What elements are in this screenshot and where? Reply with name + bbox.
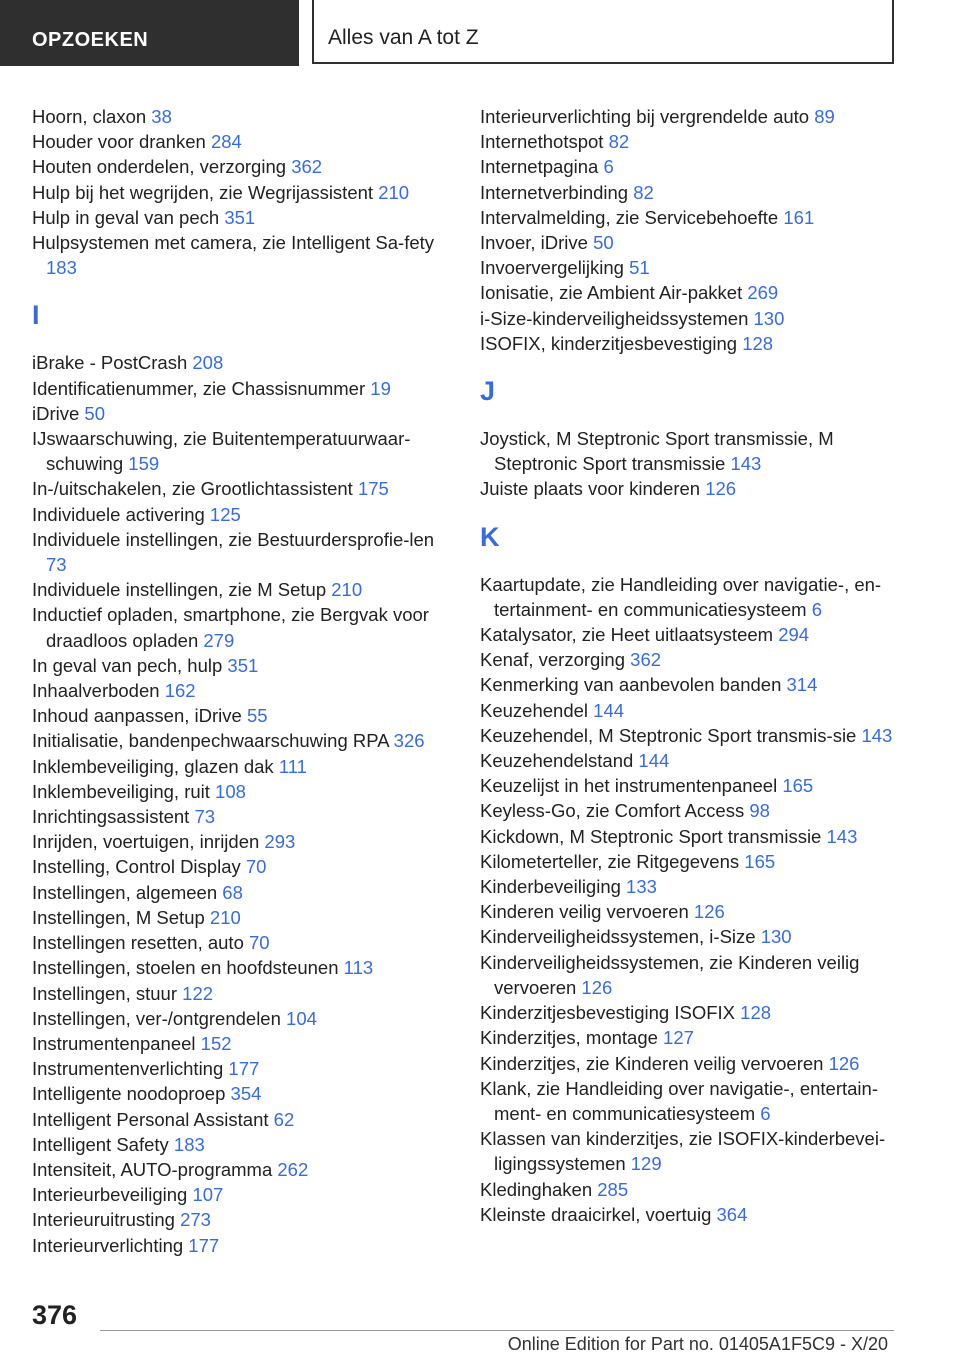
index-entry [32, 502, 452, 527]
page-reference-link[interactable]: 143 [730, 453, 762, 475]
page-reference-link[interactable]: 19 [370, 377, 391, 399]
index-entry-term: Ionisatie, zie Ambient Air-pakket [480, 282, 743, 304]
page-reference-link[interactable]: 128 [742, 332, 774, 354]
index-entry-term: Keyless-Go, zie Comfort Access [480, 800, 745, 822]
index-entry [32, 804, 452, 829]
index-entry [480, 723, 900, 748]
index-entry-term: Intelligent Safety [32, 1133, 169, 1155]
page-reference-link[interactable]: 362 [291, 156, 323, 178]
index-entry [480, 1126, 900, 1176]
index-entry [480, 154, 900, 179]
index-letter-heading: I [32, 300, 40, 331]
index-entry [32, 779, 452, 804]
index-entry [480, 824, 900, 849]
index-entry [480, 798, 900, 823]
index-entry-term: Internethotspot [480, 131, 604, 153]
index-entry-term: Inhaalverboden [32, 680, 160, 702]
index-entry [32, 476, 452, 501]
page-reference-link[interactable]: 6 [811, 598, 823, 620]
index-entry [32, 829, 452, 854]
index-entry-term: Kaartupdate, zie Handleiding over navigatie-, en-tertainment- en communicatiesysteem [480, 573, 882, 620]
index-entry [32, 1233, 452, 1258]
index-entry-term: Keuzehendel [480, 699, 589, 721]
index-entry-term: Inrichtingsassistent [32, 806, 190, 828]
page-reference-link[interactable]: 285 [597, 1178, 629, 1200]
page-reference-link[interactable]: 98 [749, 800, 770, 822]
page-reference-link[interactable]: 159 [128, 453, 160, 475]
index-entry [32, 230, 452, 280]
index-entry-term: Kleinste draaicirkel, voertuig [480, 1203, 712, 1225]
index-entry-term: Kinderzitjes, zie Kinderen veilig vervoeren [480, 1052, 824, 1074]
section-tab[interactable] [0, 0, 299, 66]
page-reference-link[interactable]: 143 [826, 825, 858, 847]
page-reference-link[interactable]: 210 [378, 181, 410, 203]
page-reference-link[interactable]: 183 [46, 257, 77, 279]
page-reference-link[interactable]: 144 [638, 750, 670, 772]
index-entry [32, 205, 452, 230]
index-entry [32, 104, 452, 129]
index-entry [32, 754, 452, 779]
index-entry [480, 129, 900, 154]
index-entry [480, 748, 900, 773]
index-entry [480, 572, 900, 622]
index-entry-term: Kickdown, M Steptronic Sport transmissie [480, 825, 822, 847]
index-entry [32, 955, 452, 980]
page-reference-link[interactable]: 183 [173, 1133, 205, 1155]
index-entry [480, 622, 900, 647]
index-entry-term: Hoorn, claxon [32, 106, 147, 127]
page-reference-link[interactable]: 161 [783, 206, 815, 228]
index-entry [480, 773, 900, 798]
index-entry [32, 1207, 452, 1232]
page-reference-link[interactable]: 269 [747, 282, 779, 304]
index-entry [32, 1031, 452, 1056]
page-reference-link[interactable]: 314 [786, 674, 818, 696]
index-entry-term: ISOFIX, kinderzitjesbevestiging [480, 332, 738, 354]
section-title: OPZOEKEN [32, 29, 149, 51]
page-reference-link[interactable]: 6 [603, 156, 614, 178]
index-entry [480, 1051, 900, 1076]
page-reference-link[interactable]: 70 [245, 856, 267, 878]
index-entry-term: Klassen van kinderzitjes, zie ISOFIX-kinderbevei-ligingssystemen [480, 1128, 886, 1175]
index-entry-term: iDrive [32, 402, 80, 424]
index-entry-term: Kinderzitjesbevestiging ISOFIX [480, 1002, 736, 1024]
index-entry-term: In-/uitschakelen, zie Grootlichtassistent [32, 478, 353, 500]
index-entry [480, 647, 900, 672]
index-entry [32, 401, 452, 426]
index-entry-term: Kinderzitjes, montage [480, 1027, 658, 1049]
index-entry-term: Kinderen veilig vervoeren [480, 901, 689, 923]
index-entry-term: Instellingen, stoelen en hoofdsteunen [32, 957, 339, 979]
index-entry-term: Invoervergelijking [480, 257, 624, 279]
index-entry-term: Keuzelijst in het instrumentenpaneel [480, 775, 778, 797]
index-entry-term: Individuele activering [32, 503, 205, 525]
index-entry-term: Klank, zie Handleiding over navigatie-, entertain-ment- en communicatiesysteem [480, 1077, 878, 1124]
page-reference-link[interactable]: 364 [716, 1203, 748, 1225]
page-reference-link[interactable]: 68 [222, 881, 243, 903]
chapter-header [312, 0, 894, 64]
index-entry-term: Interieuruitrusting [32, 1209, 175, 1231]
page-reference-link[interactable]: 6 [760, 1102, 771, 1124]
index-entry [32, 426, 452, 476]
index-entry-term: iBrake - PostCrash [32, 352, 188, 374]
index-entry [32, 577, 452, 602]
page-reference-link[interactable]: 362 [630, 649, 662, 671]
page-reference-link[interactable]: 143 [861, 724, 893, 746]
page-reference-link[interactable]: 133 [626, 876, 657, 898]
index-entry [32, 678, 452, 703]
index-entry-term: Initialisatie, bandenpechwaarschuwing RPA [32, 730, 389, 752]
index-entry-term: Identificatienummer, zie Chassisnummer [32, 377, 366, 399]
page-reference-link[interactable]: 127 [663, 1027, 694, 1049]
page-reference-link[interactable]: 208 [192, 352, 224, 374]
index-entry [480, 899, 900, 924]
index-entry [480, 924, 900, 949]
page-reference-link[interactable]: 273 [180, 1209, 211, 1231]
page-reference-link[interactable]: 126 [828, 1052, 860, 1074]
page-reference-link[interactable]: 89 [814, 106, 835, 127]
page-reference-link[interactable]: 51 [629, 257, 650, 279]
index-entry-term: Juiste plaats voor kinderen [480, 478, 701, 500]
page-reference-link[interactable]: 354 [230, 1083, 262, 1105]
index-entry-term: Internetpagina [480, 156, 599, 178]
page-reference-link[interactable]: 351 [227, 654, 259, 676]
page-reference-link[interactable]: 113 [343, 957, 374, 979]
index-entry [480, 1202, 900, 1227]
index-column-right [480, 104, 900, 1227]
index-entry-term: Houten onderdelen, verzorging [32, 156, 287, 178]
index-entry-term: Individuele instellingen, zie Bestuurdersprofie-len [32, 528, 435, 550]
page-reference-link[interactable]: 125 [209, 503, 241, 525]
index-entry [32, 854, 452, 879]
index-entry [32, 129, 452, 154]
page-reference-link[interactable]: 126 [705, 478, 737, 500]
index-entry [32, 880, 452, 905]
index-entry-term: Kledinghaken [480, 1178, 593, 1200]
index-entry [480, 1025, 900, 1050]
index-entry [480, 1177, 900, 1202]
index-entry [480, 426, 900, 476]
index-entry-term: Instrumentenverlichting [32, 1058, 224, 1080]
index-entry [480, 849, 900, 874]
index-entry [480, 1000, 900, 1025]
page-reference-link[interactable]: 104 [286, 1007, 317, 1029]
index-entry-term: Inklembeveiliging, ruit [32, 780, 210, 802]
index-entry-term: Keuzehendelstand [480, 750, 634, 772]
page-reference-link[interactable]: 294 [778, 624, 810, 646]
index-entry [480, 331, 900, 356]
index-entry-term: Intensiteit, AUTO-programma [32, 1158, 273, 1180]
page-reference-link[interactable]: 162 [164, 680, 196, 702]
index-entry-term: Intelligente noodoproep [32, 1083, 226, 1105]
page-reference-link[interactable]: 165 [744, 850, 776, 872]
page-reference-link[interactable]: 122 [182, 982, 214, 1004]
chapter-title: Alles van A tot Z [328, 26, 479, 49]
index-entry-term: Houder voor dranken [32, 131, 206, 153]
index-entry-term: Kinderveiligheidssystemen, i-Size [480, 926, 756, 948]
index-entry-term: Instellingen, ver-/ontgrendelen [32, 1007, 281, 1029]
index-entry [480, 950, 900, 1000]
index-entry [32, 350, 452, 375]
page-reference-link[interactable]: 175 [357, 478, 389, 500]
index-entry-term: Instellingen resetten, auto [32, 932, 244, 954]
index-entry [32, 930, 452, 955]
page-reference-link[interactable]: 82 [633, 181, 654, 203]
page-reference-link[interactable]: 73 [46, 554, 67, 576]
index-entry [32, 602, 452, 652]
page-reference-link[interactable]: 284 [210, 131, 242, 153]
index-entry-term: Individuele instellingen, zie M Setup [32, 579, 327, 601]
index-entry [32, 905, 452, 930]
index-entry [480, 280, 900, 305]
index-entry-term: i-Size-kinderveiligheidssystemen [480, 307, 749, 329]
page-reference-link[interactable]: 108 [215, 780, 246, 802]
index-entry-term: Joystick, M Steptronic Sport transmissie, M Steptronic Sport transmissie [480, 428, 834, 475]
index-entry-term: Katalysator, zie Heet uitlaatsysteem [480, 624, 774, 646]
index-entry [32, 527, 452, 577]
index-entry [480, 476, 900, 501]
index-entry-term: Invoer, iDrive [480, 232, 588, 254]
index-entry [32, 653, 452, 678]
page-reference-link[interactable]: 152 [200, 1032, 232, 1054]
index-entry-term: Internetverbinding [480, 181, 629, 203]
page-reference-link[interactable]: 50 [84, 402, 105, 424]
index-column-left [32, 104, 452, 1258]
footer-divider [100, 1330, 894, 1331]
page-number: 376 [32, 1300, 78, 1330]
page-reference-link[interactable]: 128 [740, 1002, 772, 1024]
index-letter-heading: K [480, 521, 500, 552]
page-reference-link[interactable]: 293 [264, 831, 296, 853]
index-entry-term: Hulpsystemen met camera, zie Intelligent Sa-fety [32, 232, 435, 254]
index-entry-term: Kinderveiligheidssystemen, zie Kinderen veilig vervoeren [480, 951, 860, 998]
page-reference-link[interactable]: 55 [246, 705, 268, 727]
index-entry [480, 104, 900, 129]
index-entry [32, 180, 452, 205]
index-entry-term: Hulp in geval van pech [32, 206, 220, 228]
index-entry-term: Instrumentenpaneel [32, 1032, 196, 1054]
index-entry [480, 672, 900, 697]
index-entry-term: Instelling, Control Display [32, 856, 241, 878]
index-entry [480, 180, 900, 205]
page-reference-link[interactable]: 73 [194, 806, 216, 828]
page-reference-link[interactable]: 130 [753, 307, 785, 329]
index-entry-term: Instellingen, algemeen [32, 881, 218, 903]
index-entry [32, 981, 452, 1006]
index-entry-term: Inrijden, voertuigen, inrijden [32, 831, 260, 853]
index-entry-term: Instellingen, M Setup [32, 906, 205, 928]
index-entry [480, 255, 900, 280]
page-reference-link[interactable]: 38 [151, 106, 172, 127]
page-reference-link[interactable]: 144 [593, 699, 625, 721]
index-entry-term: Interieurbeveiliging [32, 1184, 188, 1206]
index-entry-term: Keuzehendel, M Steptronic Sport transmis-sie [480, 724, 857, 746]
index-entry-term: Kinderbeveiliging [480, 876, 621, 898]
page-reference-link[interactable]: 351 [224, 206, 256, 228]
page-reference-link[interactable]: 62 [273, 1108, 295, 1130]
page-reference-link[interactable]: 129 [630, 1153, 662, 1175]
page-reference-link[interactable]: 177 [188, 1234, 220, 1256]
index-entry-term: IJswaarschuwing, zie Buitentemperatuurwaar-schuwing [32, 428, 411, 475]
index-entry [480, 306, 900, 331]
index-entry [480, 230, 900, 255]
index-entry [32, 376, 452, 401]
index-entry-term: Hulp bij het wegrijden, zie Wegrijassistent [32, 181, 374, 203]
index-entry [32, 1157, 452, 1182]
index-entry-term: Intelligent Personal Assistant [32, 1108, 269, 1130]
page-reference-link[interactable]: 165 [782, 775, 814, 797]
index-entry-term: Kenmerking van aanbevolen banden [480, 674, 782, 696]
index-entry [32, 1107, 452, 1132]
index-letter-heading: J [480, 376, 496, 407]
index-entry [32, 728, 452, 753]
index-entry [32, 703, 452, 728]
index-entry [32, 1182, 452, 1207]
index-entry-term: Instellingen, stuur [32, 982, 178, 1004]
edition-note: Online Edition for Part no. 01405A1F5C9 - X/20 [507, 1334, 888, 1354]
page-reference-link[interactable]: 126 [581, 976, 613, 998]
page-reference-link[interactable]: 111 [278, 755, 307, 777]
page-reference-link[interactable]: 326 [393, 730, 425, 752]
index-entry-term: Interieurverlichting bij vergrendelde auto [480, 106, 810, 127]
page-reference-link[interactable]: 210 [331, 579, 363, 601]
index-entry [480, 1076, 900, 1126]
index-entry [480, 698, 900, 723]
page-reference-link[interactable]: 107 [192, 1184, 224, 1206]
index-entry-term: Inhoud aanpassen, iDrive [32, 705, 242, 727]
page-reference-link[interactable]: 130 [760, 926, 792, 948]
index-entry [480, 205, 900, 230]
index-entry-term: Intervalmelding, zie Servicebehoefte [480, 206, 779, 228]
index-entry-term: In geval van pech, hulp [32, 654, 223, 676]
index-entry [32, 1081, 452, 1106]
index-entry [32, 154, 452, 179]
index-entry [32, 1056, 452, 1081]
index-entry [32, 1132, 452, 1157]
page-reference-link[interactable]: 279 [203, 629, 235, 651]
page-reference-link[interactable]: 82 [608, 131, 630, 153]
index-entry-term: Kilometerteller, zie Ritgegevens [480, 850, 740, 872]
index-entry-term: Interieurverlichting [32, 1234, 184, 1256]
page-reference-link[interactable]: 50 [593, 232, 614, 254]
page-reference-link[interactable]: 126 [693, 901, 725, 923]
page-reference-link[interactable]: 177 [228, 1058, 260, 1080]
index-entry [32, 1006, 452, 1031]
page-reference-link[interactable]: 262 [277, 1158, 309, 1180]
index-entry-term: Inklembeveiliging, glazen dak [32, 755, 274, 777]
index-entry-term: Kenaf, verzorging [480, 649, 626, 671]
index-entry-term: Inductief opladen, smartphone, zie Bergvak voor draadloos opladen [32, 604, 429, 651]
index-entry [480, 874, 900, 899]
page-reference-link[interactable]: 210 [209, 906, 241, 928]
page-reference-link[interactable]: 70 [249, 932, 270, 954]
